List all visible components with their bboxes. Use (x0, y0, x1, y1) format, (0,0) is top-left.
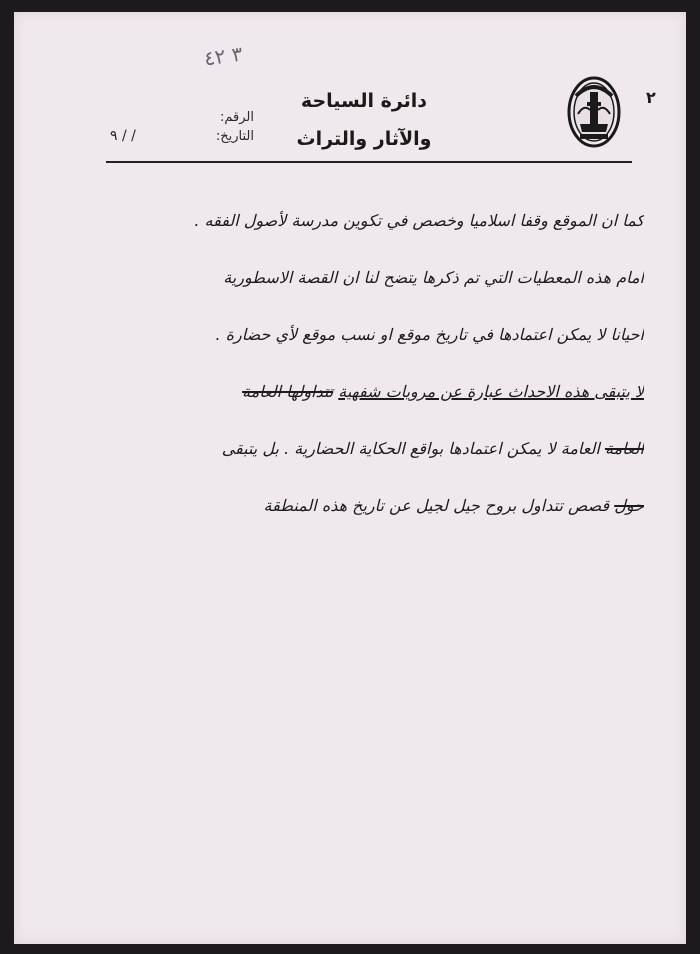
letter-line-4-struck: تتداولها العامة (242, 382, 334, 401)
letter-line-5: العامة لا يمكن اعتمادها بواقع الحكاية الحضارية . بل يتبقى (221, 439, 600, 458)
letter-line-5-wrapper (54, 420, 644, 477)
letter-line-5-struck: العامة (604, 439, 644, 458)
reference-label: الرقم: (220, 110, 254, 125)
page-number: ٢ (646, 88, 656, 107)
header-divider (106, 161, 632, 163)
department-name (294, 82, 434, 158)
letter-line-4-wrapper (54, 363, 644, 420)
letter-line-6: قصص تتداول بروح جيل لجيل عن تاريخ هذه المنطقة (263, 496, 610, 515)
letter-line-4: لا يتبقى هذه الاحداث عبارة عن مرويات شفهية (338, 382, 644, 401)
corner-handwritten-note: ٣ ٤٢ (202, 41, 245, 71)
department-emblem-icon (566, 74, 622, 150)
date-value: / / ٩ (110, 128, 136, 144)
department-name-line1: دائرة السياحة (300, 90, 428, 112)
department-name-line2: والآثار والتراث (296, 128, 432, 150)
letter-page (14, 12, 686, 944)
date-label: التاريخ: (215, 129, 254, 144)
letter-line-1: كما ان الموقع وقفا اسلاميا وخصص في تكوين مدرسة لأصول الفقه . (194, 211, 644, 230)
letter-line-6-wrapper (54, 477, 644, 534)
handwritten-letter-body (54, 192, 644, 534)
letter-line-6-struck: حول (614, 496, 644, 515)
letter-line-2: امام هذه المعطيات التي تم ذكرها يتضح لنا ان القصة الاسطورية (223, 268, 644, 287)
letter-line-3: احيانا لا يمكن اعتمادها في تاريخ موقع او نسب موقع لأي حضارة . (215, 325, 644, 344)
